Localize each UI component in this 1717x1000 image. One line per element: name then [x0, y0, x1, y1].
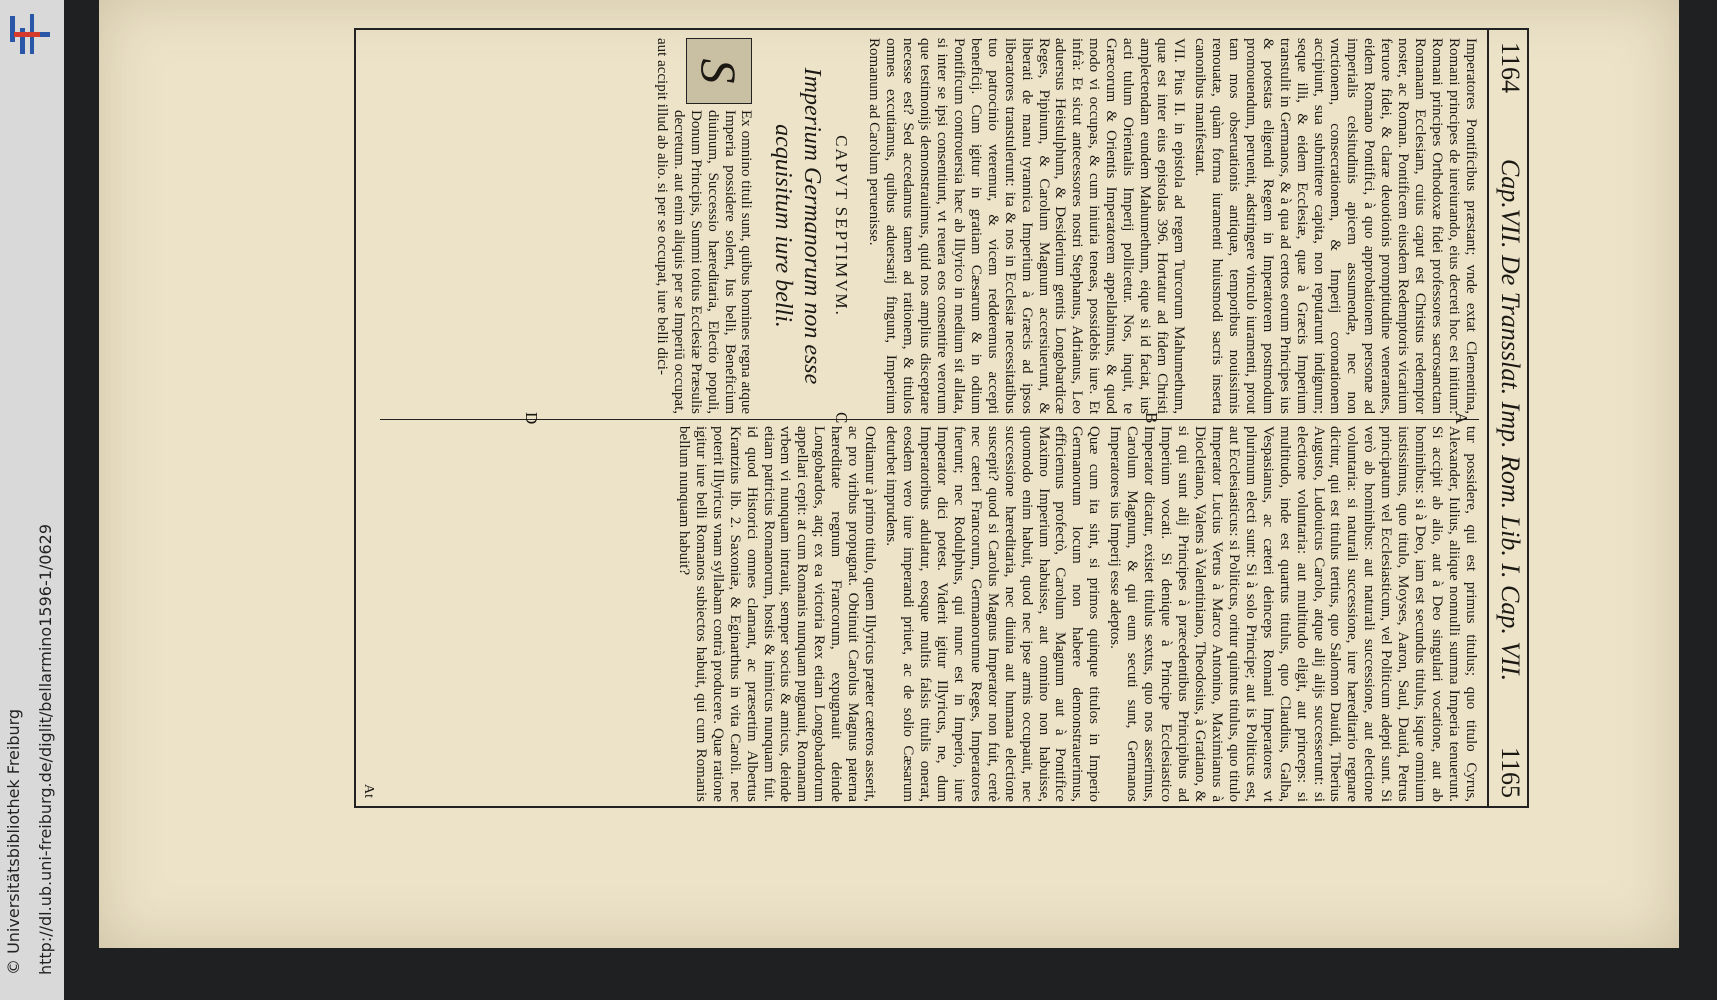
paragraph: VII. Pius II. in epistola ad regem Turcorum Mahumethum, quæ est inter eius epistolas 396. Hortatur ad fidem Christi amplectendam eundem Mahumethum, eique si id faciat, ius acti tulum Orientalis Imperij pollicetur. Nos, inquit, te Græcorum & Orientis Imperatorem appellabimus, & quod modo vi occupas, & cum iniuria teneas, possidebis iure. Et infrà: Et sicut antecessores nostri Stephanus, Adrianus, Leo aduersus Heistulphum, & Desiderium gentis Longobardicæ Reges, Pipinum, & Carolum Magnum accersiuerunt, & liberati de manu tyrannica Imperium à Græcis ad ipsos liberatores transtulerunt: ita & nos in Ecclesiæ necessitatibus tuo patrocinio vteremur, & vicem redderemus accepti beneficij. Cum igitur in gratiam Cæsarum & in odium Pontificum controuersia hæc ab Illyrico in medium sit allata, si inter se ipsi consentiunt, vt reuera eos consentire verorum que testimonijs demonstrauimus, quid nos amplius disceptare necesse est? Sed accedamus tamen ad rationem, & titulos omnes excutiamus, quibus aduersarij fingunt, Imperium Romanum ad Carolum peruenisse. — [866, 38, 1188, 414]
paragraph: Ordiamur à primo titulo, quem Illyricus præter cæteros asserit, ac pro viribus propugnat. Obtinuit Carolus Magnus paterna hæreditate regnum Francorum, expugnauit deinde Longobardos, atq; ex ea victoria Rex etiam Longobardorum appellari cepit: at cum Romanis nunquam pugnauit, Romanam vrbem vi nunquam intrauit, semper socius & amicus, deinde etiam patricius Romanorum, hostis & inimicus nunquam fuit. id quod Historici omnes clamant, ac præsertim Albertus Krantzius lib. 2. Saxoniæ, & Eginarthus in vita Caroli. nec poterit Illyricus vnam syllabam contrà producere. Quæ ratione igitur iure belli Romanos subiectos habuit, qui cum Romanis bellum nunquam habuit? — [675, 426, 879, 802]
university-logo-icon — [6, 8, 58, 60]
chapter-heading: CAPVT SEPTIMVM. — [832, 135, 852, 317]
margin-marker: A — [1452, 412, 1471, 425]
chapter-text: Ex omnino tituli sunt, quibus homines regna atque Imperia possidere solent, Ius belli, Beneficium diuinum, Successio hæreditaria, Electio populi, Donum Principis, Summi totius Ecclesiæ Præsulis decretum. aut enim aliquis per se Imperiū occupat, aut accipit illud ab alio. si per se occupat, iure belli dici- — [653, 38, 755, 414]
left-column — [380, 38, 1479, 414]
paragraph: Quæ cum ita sint, si primos quinque titulos in Imperio Germanorum locum non habere demonstrauerimus, efficiemus profectò, Carolum Magnum aut à Pontifice Maximo Imperium habuisse, aut omnino non habuisse, quomodo enim habuit, quod nec ipse armis occupauit, nec successione hæreditaria, nec diuina aut humana electione suscepit? quod si Carolus Magnus Imperator non fuit, certè nec cæteri Francorum, Germanorumue Reges, Imperatores fuerunt; nec Rodulphus, qui nunc est in Imperio, iure Imperator dici potest. Viderit igitur Illyricus, ne, dum Imperatoribus adulatur, eosque multis falsis titulis onerat, eosdem vero iure imperandi priuet, ac de solio Cæsarum deturbet imprudens. — [883, 426, 1103, 802]
header-title: Cap.VII. De Transslat. Imp. Rom. Lib. I. Cap. VII. — [1495, 158, 1525, 682]
viewer-sidebar — [0, 0, 64, 1000]
chapter-opening — [653, 38, 755, 414]
right-column — [380, 426, 1479, 802]
initial-letter: S — [691, 58, 748, 84]
left-page-number: 1164 — [1495, 42, 1525, 94]
decorated-initial — [686, 38, 752, 104]
scanned-page — [99, 0, 1679, 948]
column-divider — [380, 419, 1479, 420]
chapter-title: Imperium Germanorum non esse acquisitum iure belli. — [770, 67, 826, 385]
margin-marker: D — [522, 412, 541, 425]
margin-marker: B — [1142, 412, 1161, 424]
scan-viewport — [64, 0, 1717, 1000]
catchword: At — [360, 784, 376, 798]
document-url[interactable]: http://dl.ub.uni-freiburg.de/diglit/bellarmino1596-1/0629 — [36, 523, 55, 975]
page-frame — [354, 28, 1529, 808]
paragraph: tur possidere, qui est primus titulus; quo titulo Cyrus, Alexander, Iulius, aliique nonnulli summa Imperia tenuerunt. Si accipit ab alio, aut à Deo singulari vocatione, aut ab hominibus: si à Deo, iam est secundus titulus, isque omnium iustissimus, quo titulo, Moyses, Aaron, Saul, Dauid, Petrus principatum vel Ecclesiasticum, vel Politicum adepti sunt. Si verò ab hominibus: aut naturali successione, aut electione voluntaria: si naturali successione, iure hæreditario regnare dicitur, qui est titulus tertius, quo Salomon Dauidi, Tiberius Augusto, Ludouicus Carolo, atque alij alijs successerunt: si electione voluntaria: aut multitudo eligit, aut princeps: si multitudo, inde est quartus titulus, quo Claudius, Galba, Vespasianus, ac cæteri deinceps Romani Imperatores vt plurimum electi sunt: Si à solo Principe; aut is Politicus est, aut Ecclesiasticus: si Politicus, oritur quintus titulus, quo titulo Imperator Lucius Verus à Marco Antonino, Maximianus à Diocletiano, Valens à Valentiniano, Theodosius, à Gratiano, & si qui sunt alij Principes à præcedentibus Principibus ad Imperium vocati. Si denique à Principe Ecclesiastico Imperator dicatur, existet titulus sextus, quo nos asserimus, Carolum Magnum, & qui eum secuti sunt, Germanos Imperatores ius Imperij esse adeptos. — [1107, 426, 1479, 802]
paragraph: Imperatores Pontificibus præstant; vnde extat Clementina, Romani principes de iureiurando, eius decreti hoc est initium: Romani principes Orthodoxæ fidei professores sacrosanctam Romanam Ecclesiam, cuius caput est Christus redemptor noster, ac Roman. Pontificem eiusdem Redemptoris vicarium feruore fidei, & claræ deuotionis promptitudine venerantes, eidem Romano Pontifici, à quo approbationem personæ ad imperialis celsitudinis apicem assumendæ, nec non vnctionem, consecrationem, & Imperij coronationem accipiunt, sua submittere capita, non reputarunt indignum; seque illi, & eidem Ecclesiæ, quæ à Græcis Imperium transtulit in Germanos, & à qua ad certos eorum Principes ius & potestas eligendi Regem in Imperatorem postmodum promouendum, peruenit, adstringere vinculo iuramenti, prout tam mos obseruationis antiquæ, temporibus nouissimis renouatæ, quàm forma iuramenti huiusmodi sacris inserta canonibus manifestant. — [1192, 38, 1479, 414]
page-header — [1487, 30, 1529, 808]
rotated-page-content — [356, 30, 1529, 808]
margin-marker: C — [832, 412, 851, 424]
right-page-number: 1165 — [1495, 746, 1525, 798]
copyright-notice: © Universitätsbibliothek Freiburg — [4, 708, 23, 975]
